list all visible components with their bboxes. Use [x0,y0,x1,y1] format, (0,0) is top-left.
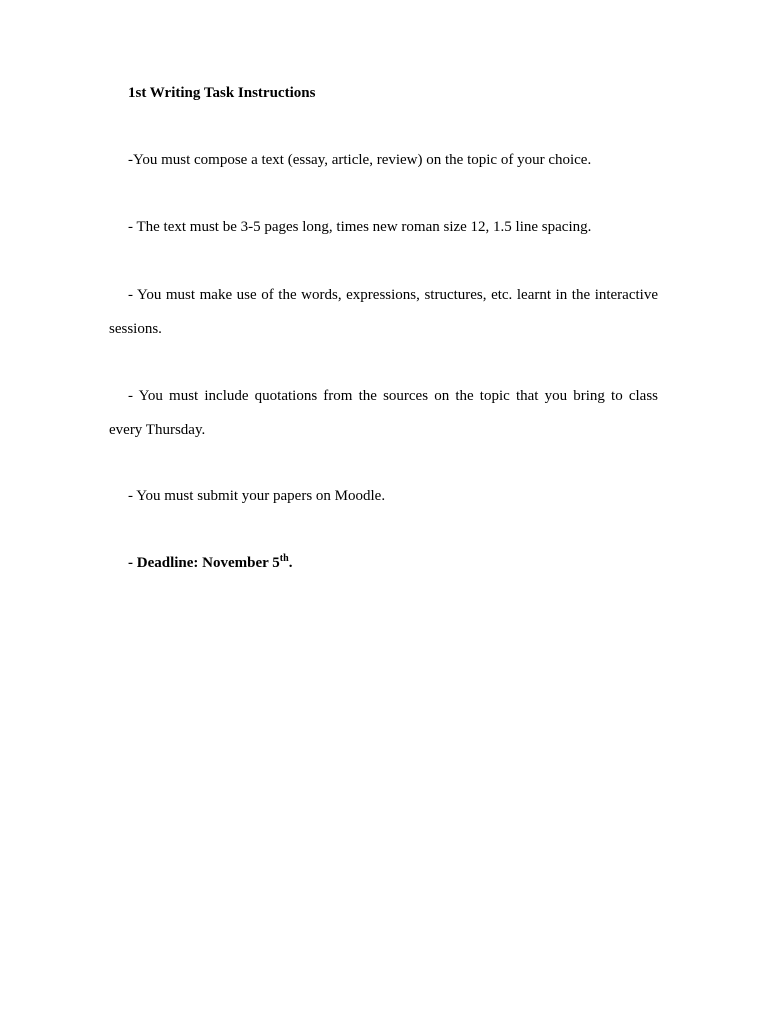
deadline-ordinal-suffix: th [279,553,289,564]
deadline-period: . [288,555,293,571]
instruction-include-quotations: - You must include quotations from the sources on the topic that you bring to class every Thursday. [109,388,658,438]
deadline-line [109,547,658,581]
instruction-use-vocabulary: - You must make use of the words, expressions, structures, etc. learnt in the interactive sessions. [109,287,658,337]
document-title: 1st Writing Task Instructions [128,85,316,101]
instruction-submit-moodle: - You must submit your papers on Moodle. [128,488,386,504]
instruction-length-format: - The text must be 3-5 pages long, times new roman size 12, 1.5 line spacing. [128,219,592,235]
instruction-compose-text: -You must compose a text (essay, article, review) on the topic of your choice. [128,152,592,168]
deadline-text: - Deadline: November 5 [128,555,280,571]
